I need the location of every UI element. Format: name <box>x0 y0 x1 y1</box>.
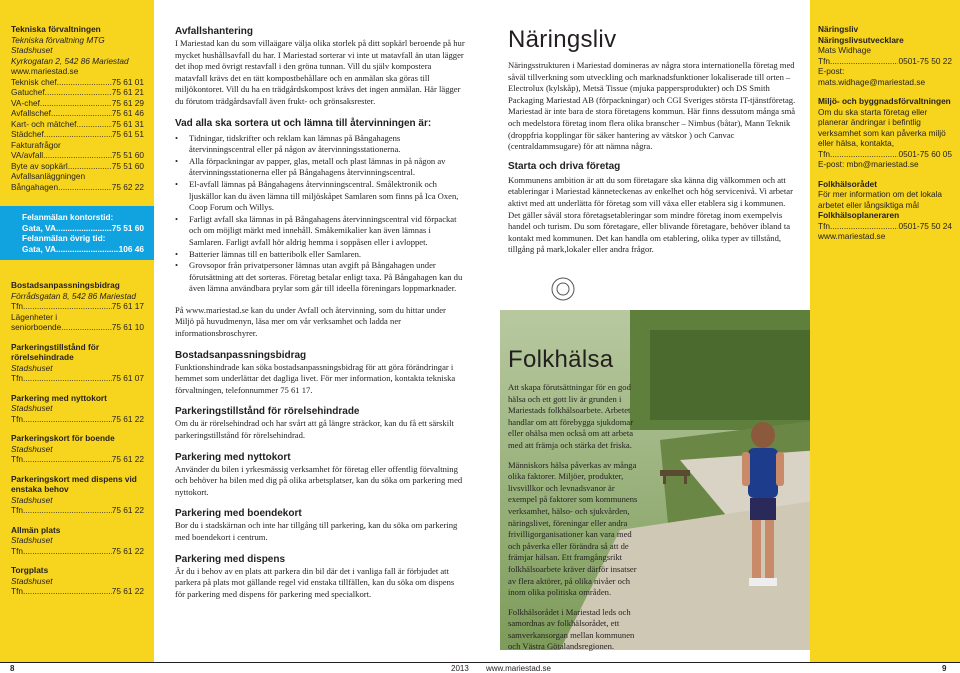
section-place: Stadshuset <box>11 535 53 545</box>
list-item: • Grovsopor från privatpersoner lämnas utan avgift på Bångahagen under förutsättning att det sorteras. Företag betalar enligt taxa. På Bångahagen kan du även lämna användbara prylar som går till ideella föreningars loppmarknader. <box>175 260 465 295</box>
park-title: Parkeringstillstånd för rörelsehindrade <box>175 406 360 418</box>
contact-row: Teknisk chef ..... 75 61 01 <box>11 77 144 88</box>
felanmalan-title: Felanmälan kontorstid: <box>22 212 114 222</box>
address-line: Stadshuset <box>11 45 53 55</box>
contact-row: Tfn ..... 75 61 07 <box>11 373 144 384</box>
contact-row: Tfn ..... 75 61 22 <box>11 546 144 557</box>
section-place: Stadshuset <box>11 403 53 413</box>
section-title: Parkeringskort med dispens vid enstaka behov <box>11 473 137 494</box>
footer-rule <box>0 662 960 663</box>
naringsliv-sub: Näringslivsutvecklare <box>818 34 904 45</box>
email-link[interactable]: E-post: mbn@mariestad.se <box>818 159 919 169</box>
bostad-title: Bostadsanpassningsbidrag <box>175 349 307 361</box>
section-place: Stadshuset <box>11 362 53 373</box>
list-item: • Alla förpackningar av papper, glas, metall och plast lämnas in på någon av återvinningsstationerna eller på Bångahagens återvinningscentral. <box>175 156 465 179</box>
contact-row: Tfn ..... 0501-75 50 22 <box>818 56 952 67</box>
contact-row: Avfallschef ..... 75 61 46 <box>11 108 144 119</box>
footer-url[interactable]: www.mariestad.se <box>486 664 551 673</box>
contact-row: Tfn ..... 0501-75 60 05 <box>818 149 952 160</box>
org-subtitle: Tekniska förvaltning MTG <box>11 34 105 45</box>
start-title: Starta och driva företag <box>508 160 621 172</box>
avfall-paragraph: I Mariestad kan du som villaägare välja olika storlek på ditt sopkärl beroende på hur mycket hushållsavfall du har. I Mariestad sorterar vi inte ut matavfall än utan lägger det ihop med övrigt restavfall i den gröna tunnan. Vill du själv kompostera matavfall krävs det en tätt kompostbehållare och en anmälan ska göras till miljökontoret. Vill du ha en trädgårdskompost krävs det ingen anmälan. Här lägger du förutom trädgårdsavfall även frukt- och grönsaksrester. <box>175 38 465 106</box>
nytto-paragraph: Använder du bilen i yrkesmässig verksamhet för företag eller offentlig förvaltning och behöver ha bilen med dig på olika arbetsplatser, kan du söka om parkering med nyttokort. <box>175 463 463 497</box>
lagenheter-label: Lägenheter i <box>11 311 58 322</box>
folk-heading: Folkhälsorådet <box>818 178 878 189</box>
contact-row: Gatuchef ..... 75 61 21 <box>11 87 144 98</box>
sortera-title: Vad alla ska sortera ut och lämna till återvinningen är: <box>175 117 432 129</box>
contact-row: Tfn ..... 75 61 22 <box>11 505 144 516</box>
section-title: Parkeringskort för boende <box>11 433 115 443</box>
section-place: Stadshuset <box>11 494 53 505</box>
sortera-list <box>175 133 465 295</box>
bostad-title: Bostadsanpassningsbidrag <box>11 280 120 290</box>
section-place: Stadshuset <box>11 575 53 586</box>
bostad-address: Förrådsgatan 8, 542 86 Mariestad <box>11 290 136 301</box>
web-link[interactable]: www.mariestad.se <box>818 231 886 241</box>
footer <box>0 662 960 673</box>
page-number-right: 9 <box>942 664 947 673</box>
avfall-label: Avfallsanläggningen <box>11 171 86 181</box>
section-title: Allmän plats <box>11 524 61 535</box>
email-link[interactable]: E-post: mats.widhage@mariestad.se <box>818 66 926 87</box>
dispens-title: Parkering med dispens <box>175 553 286 565</box>
section-title: Parkering med nyttokort <box>11 392 107 403</box>
bostad-paragraph: Funktionshindrade kan söka bostadsanpassningsbidrag för att göra förändringar i hemmet som underlättar det dagliga livet. För mer information, kontakta tekniska förvaltningen, telefonnummer 75 61 17. <box>175 361 456 395</box>
boende-paragraph: Bor du i stadskärnan och inte har tillgång till parkering, kan du söka om parkering med boendekort i centrum. <box>175 520 458 542</box>
contact-row: VA/avfall ..... 75 51 60 <box>11 150 144 161</box>
dispens-paragraph: Är du i behov av en plats att parkera din bil där det i vanliga fall är förbjudet att parkera på plats mot gällande regel vid enstaka tillfällen, kan du söka om dispens för parkering med dispens för parkering med specialkort. <box>175 565 455 599</box>
contact-row: Kart- och mätchef ..... 75 61 31 <box>11 119 144 130</box>
section-title: Parkeringstillstånd för rörelsehindrade <box>11 341 100 362</box>
boende-title: Parkering med boendekort <box>175 508 302 520</box>
list-item: • Farligt avfall ska lämnas in på Bångahagens återvinningscentral vid förpackat och om möjligt märkt med innehåll. Småkemikalier kan även lämnas i Samlaren. Farligt avfall hör aldrig hemma i soppåsen eller i avloppet. <box>175 214 465 249</box>
miljo-paragraph: Om du ska starta företag eller planerar ändringar i befintlig verksamhet som kan påverka miljö eller hälsa, kontakta, <box>818 106 946 148</box>
web-link[interactable]: www.mariestad.se <box>11 66 79 76</box>
folkhalsa-title: Folkhälsa <box>508 346 614 373</box>
contact-row: Städchef ..... 75 61 51 <box>11 129 144 140</box>
faktura-label: Fakturafrågor <box>11 139 61 150</box>
contact-row: Tfn ..... 75 61 22 <box>11 414 144 425</box>
avfall-column <box>175 26 465 600</box>
contact-row: Tfn ..... 75 61 17 <box>11 301 144 312</box>
contact-row: Tfn ..... 0501-75 50 24 <box>818 221 952 232</box>
contact-row: seniorboende ..... 75 61 10 <box>11 322 144 333</box>
felanmalan-row: Gata, VA ..... 75 51 60 <box>22 223 144 234</box>
miljo-heading: Miljö- och byggnadsförvaltningen <box>818 96 951 106</box>
contact-row: Tfn ..... 75 61 22 <box>11 454 144 465</box>
address-line: Kyrkogatan 2, 542 86 Mariestad <box>11 55 129 66</box>
section-title: Torgplats <box>11 565 49 575</box>
contact-row: Bångahagen ..... 75 62 22 <box>11 182 144 193</box>
right-sidebar <box>810 0 960 662</box>
felanmalan-row: Gata, VA ..... 106 46 <box>22 244 144 255</box>
section-place: Stadshuset <box>11 443 53 454</box>
folkhalsa-paragraph: Att skapa förutsättningar för en god hälsa och ett gott liv är grunden i Mariestads folkhälsoarbete. Arbetet handlar om att förebygga sjukdomar eller ohälsa men också om att arbeta med att främja och stärka det friska. <box>508 382 634 450</box>
footer-year: 2013 <box>451 664 469 673</box>
naringsliv-name: Mats Widhage <box>818 45 872 55</box>
org-title: Tekniska förvaltningen <box>11 24 101 34</box>
naringsliv-title: Näringsliv <box>508 26 617 53</box>
left-sidebar <box>0 0 154 662</box>
webinfo-paragraph: På www.mariestad.se kan du under Avfall och återvinning, som du hittar under Miljö på huvudmenyn, läsa mer om vår verksamhet och ladda ner informationsbroschyrer. <box>175 304 446 339</box>
naringsliv-heading: Näringsliv <box>818 24 859 34</box>
page-number-left: 8 <box>10 664 15 673</box>
naringsliv-column <box>508 26 798 256</box>
list-item: • Batterier lämnas till en batteribolk eller Samlaren. <box>175 249 465 261</box>
park-paragraph: Om du är rörelsehindrad och har svårt att gå längre sträckor, kan du få ett särskilt parkeringstillstånd för rörelsehindrad. <box>175 418 454 441</box>
felanmalan-box <box>0 206 154 260</box>
folkhalsa-paragraph: Människors hälsa påverkas av många olika faktorer. Miljöer, produkter, livsvillkor och levnadsvanor är exempel på faktorer som kommunens verksamhet, hälso- och sjukvården, näringslivet, föreningar eller andra frivilligorganisationer kan vara med och påverka eller förändra så att de främjar hälsan. Ett framgångsrikt folkhälsoarbete kräver därför insatser av flera aktörer, på olika nivåer och inom olika politiska områden. <box>508 459 638 598</box>
folk-paragraph: För mer information om det lokala arbetet eller långsiktiga mål <box>818 189 943 210</box>
contact-row: Tfn ..... 75 61 22 <box>11 586 144 597</box>
folkhalsa-block <box>508 346 642 661</box>
avfall-title: Avfallshantering <box>175 26 253 37</box>
start-paragraph: Kommunens ambition är att du som företagare ska känna dig välkommen och att etableringar i Mariestad känneteckenas av enkelhet och hög servicenivå. Vi arbetar aktivt med att underlätta för företag som vill växa eller etablera sig i kommunen. Det gäller såväl stora företagsetableringar som mindre företag inom exempelvis handel och turism. Du som företagare, eller blivande företagare, behöver ibland ta kontakt med kommunen. Det kan handla om etablering, olika typer av tillstånd, tillgång på mark,lokaler eller andra frågor. <box>508 174 793 255</box>
nytto-title: Parkering med nyttokort <box>175 451 291 463</box>
list-item: • El-avfall lämnas på Bångahagens återvinningscentral. Smålektronik och ljuskällor kan du även lämna till miljöskåpet Samlaren som finns på Ica Oxen, Coop Forum och Willys. <box>175 179 465 214</box>
folkhalsa-paragraph: Folkhälsorådet i Mariestad leds och samordnas av folkhälsorådet, ett samverkansorgan mellan kommunen och Västra Götalandsregionen. <box>508 606 635 652</box>
felanmalan-ovrig: Felanmälan övrig tid: <box>22 233 106 243</box>
contact-row: VA-chef ..... 75 61 29 <box>11 98 144 109</box>
folk-sub: Folkhälsoplaneraren <box>818 210 900 220</box>
list-item: • Tidningar, tidskrifter och reklam kan lämnas på Bångahagens återvinningscentral eller på någon av återvinningsstationerna. <box>175 133 465 156</box>
logo-icon <box>548 276 578 302</box>
naringsliv-paragraph: Näringsstrukturen i Mariestad domineras av några stora internationella företag med såväl tillverkning som utveckling och marknadsfunktioner lokaliserade till orten – Electrolux (kylskåp), Metsä Tissue (mjuka pappersprodukter) och DS Smith Packaging Mariestad AB (förpackningar) och CGI Sveriges största IT-tjänstföretag. Mariestad är inte bara de stora företagens kommun. Här finns dessutom många små och medelstora företag inom flera olika branscher – Nimbus (båtar), Mann Teknik (droppfria kopplingar för säker hantering av vätskor ) och Canvac (centraldammsugare) för att nämna några. <box>508 60 796 152</box>
contact-row: Byte av sopkärl ..... 75 51 60 <box>11 161 144 172</box>
